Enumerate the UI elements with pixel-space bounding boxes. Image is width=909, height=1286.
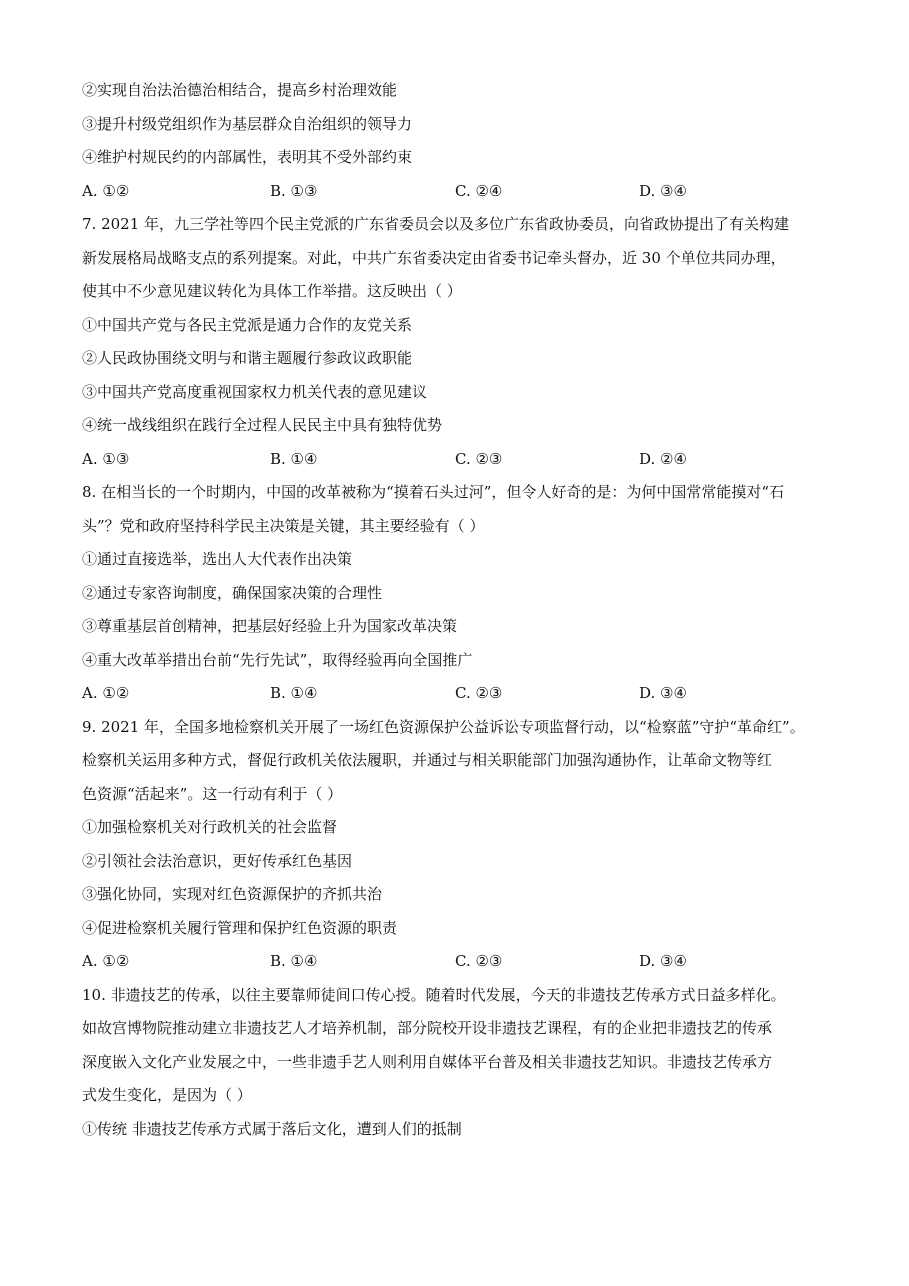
question-stem: 深度嵌入文化产业发展之中，一些非遗手艺人则利用自媒体平台普及相关非遗技艺知识。非遗技艺传承方 <box>82 1052 773 1071</box>
statement: ②人民政协围绕文明与和谐主题履行参政议政职能 <box>82 349 413 367</box>
question-stem: 式发生变化，是因为（ ） <box>82 1086 252 1104</box>
answer-options <box>82 175 832 209</box>
option-a: A. ①② <box>82 181 130 200</box>
statement: ③提升村级党组织作为基层群众自治组织的领导力 <box>82 114 413 133</box>
statement: ④维护村规民约的内部属性，表明其不受外部约束 <box>82 148 413 166</box>
statement: ①加强检察机关对行政机关的社会监督 <box>82 818 338 836</box>
option-a: A. ①③ <box>82 449 130 468</box>
answer-options <box>82 677 832 711</box>
question-stem: 头”？党和政府坚持科学民主决策是关键，其主要经验有（ ） <box>82 516 485 535</box>
option-c: C. ②③ <box>455 684 503 702</box>
option-b: B. ①④ <box>270 449 318 468</box>
option-b: B. ①④ <box>270 684 318 702</box>
option-c: C. ②③ <box>455 952 503 970</box>
option-a: A. ①② <box>82 952 130 970</box>
exam-page <box>82 74 832 1146</box>
option-d: D. ②④ <box>639 449 687 468</box>
question-stem: 10. 非遗技艺的传承，以往主要靠师徒间口传心授。随着时代发展，今天的非遗技艺传承方式日益多样化。 <box>82 985 786 1004</box>
statement: ③中国共产党高度重视国家权力机关代表的意见建议 <box>82 382 428 401</box>
question-9 <box>82 711 832 979</box>
statement: ①通过直接选举，选出人大代表作出决策 <box>82 550 353 568</box>
option-b: B. ①④ <box>270 952 318 970</box>
statement: ②通过专家咨询制度，确保国家决策的合理性 <box>82 583 383 602</box>
option-a: A. ①② <box>82 684 130 702</box>
question-10 <box>82 979 832 1147</box>
statement: ①中国共产党与各民主党派是通力合作的友党关系 <box>82 315 413 334</box>
statement: ②实现自治法治德治相结合，提高乡村治理效能 <box>82 81 398 99</box>
question-stem: 9. 2021 年，全国多地检察机关开展了一场红色资源保护公益诉讼专项监督行动，以“检察蓝”守护“革命红”。 <box>82 717 805 736</box>
statement: ①传统 非遗技艺传承方式属于落后文化，遭到人们的抵制 <box>82 1119 462 1138</box>
option-d: D. ③④ <box>639 952 687 970</box>
statement: ④重大改革举措出台前“先行先试”，取得经验再向全国推广 <box>82 650 473 669</box>
statement: ③尊重基层首创精神，把基层好经验上升为国家改革决策 <box>82 617 458 635</box>
option-d: D. ③④ <box>639 684 687 702</box>
statement: ④促进检察机关履行管理和保护红色资源的职责 <box>82 918 398 937</box>
answer-options <box>82 945 832 979</box>
question-stem: 检察机关运用多种方式，督促行政机关依法履职，并通过与相关职能部门加强沟通协作，让革命文物等红 <box>82 751 773 769</box>
question-stem: 新发展格局战略支点的系列提案。对此，中共广东省委决定由省委书记牵头督办，近 30 个单位共同办理， <box>82 248 786 267</box>
question-stem: 色资源“活起来”。这一行动有利于（ ） <box>82 784 343 803</box>
option-b: B. ①③ <box>270 181 318 200</box>
question-stem: 使其中不少意见建议转化为具体工作举措。这反映出（ ） <box>82 282 462 300</box>
question-stem: 7. 2021 年，九三学社等四个民主党派的广东省委员会以及多位广东省政协委员，向省政协提出了有关构建 <box>82 215 790 233</box>
option-d: D. ③④ <box>639 181 687 200</box>
statement: ④统一战线组织在践行全过程人民民主中具有独特优势 <box>82 416 443 434</box>
statement: ②引领社会法治意识，更好传承红色基因 <box>82 851 353 870</box>
option-c: C. ②③ <box>455 449 503 468</box>
question-stem: 如故宫博物院推动建立非遗技艺人才培养机制，部分院校开设非遗技艺课程，有的企业把非遗技艺的传承 <box>82 1019 773 1037</box>
question-8 <box>82 476 832 711</box>
question-stem: 8. 在相当长的一个时期内，中国的改革被称为“摸着石头过河”，但令人好奇的是：为何中国常常能摸对“石 <box>82 483 785 501</box>
statement: ③强化协同，实现对红色资源保护的齐抓共治 <box>82 885 383 903</box>
answer-options <box>82 443 832 477</box>
question-6 <box>82 74 832 208</box>
question-7 <box>82 208 832 476</box>
option-c: C. ②④ <box>455 181 503 200</box>
